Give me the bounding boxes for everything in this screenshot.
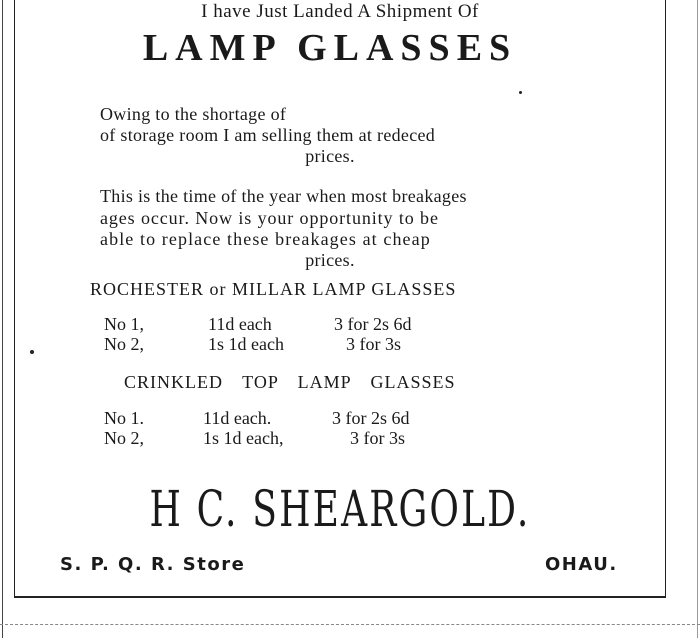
section2-row-1-item: No 1. bbox=[104, 408, 144, 428]
page-edge-rule-right bbox=[697, 0, 698, 638]
section1-row-2-bulk: 3 for 3s bbox=[346, 334, 401, 354]
print-speck bbox=[519, 91, 522, 94]
advertisement-bottom-rule bbox=[14, 596, 666, 598]
ad-title: LAMP GLASSES bbox=[142, 27, 518, 69]
section1-title: ROCHESTER or MILLAR LAMP GLASSES bbox=[90, 279, 457, 299]
section1-row-1-bulk: 3 for 2s 6d bbox=[334, 314, 412, 334]
paragraph1-line1: Owing to the shortage of bbox=[100, 104, 287, 124]
section2-row-2-bulk: 3 for 3s bbox=[350, 428, 405, 448]
paragraph2-line2: ages occur. Now is your opportunity to be bbox=[100, 208, 439, 228]
paragraph2-line4: prices. bbox=[305, 250, 355, 270]
ad-headline: I have Just Landed A Shipment Of bbox=[201, 1, 479, 22]
store-name: S. P. Q. R. Store bbox=[60, 554, 246, 575]
section2-row-1-bulk: 3 for 2s 6d bbox=[332, 408, 410, 428]
section2-row-2-price: 1s 1d each, bbox=[203, 428, 284, 448]
section2-title: CRINKLED TOP LAMP GLASSES bbox=[124, 372, 456, 392]
section1-row-2-price: 1s 1d each bbox=[208, 334, 284, 354]
print-speck bbox=[30, 350, 34, 354]
paragraph2-line3: able to replace these breakages at cheap bbox=[100, 229, 431, 249]
paragraph1-line3: prices. bbox=[305, 146, 355, 166]
section2-row-1-price: 11d each. bbox=[203, 408, 272, 428]
section1-row-2-item: No 2, bbox=[104, 334, 144, 354]
column-separator-rule bbox=[0, 624, 700, 625]
paragraph1-line2: of storage room I am selling them at redeced bbox=[100, 125, 436, 145]
store-location: OHAU. bbox=[545, 554, 618, 575]
paragraph2-line1: This is the time of the year when most breakages bbox=[100, 186, 467, 206]
merchant-name: H C. SHEARGOLD. bbox=[149, 480, 531, 538]
section1-row-1-price: 11d each bbox=[208, 314, 272, 334]
section1-row-1-item: No 1, bbox=[104, 314, 144, 334]
page-edge-rule-left bbox=[2, 0, 3, 638]
section2-row-2-item: No 2, bbox=[104, 428, 144, 448]
